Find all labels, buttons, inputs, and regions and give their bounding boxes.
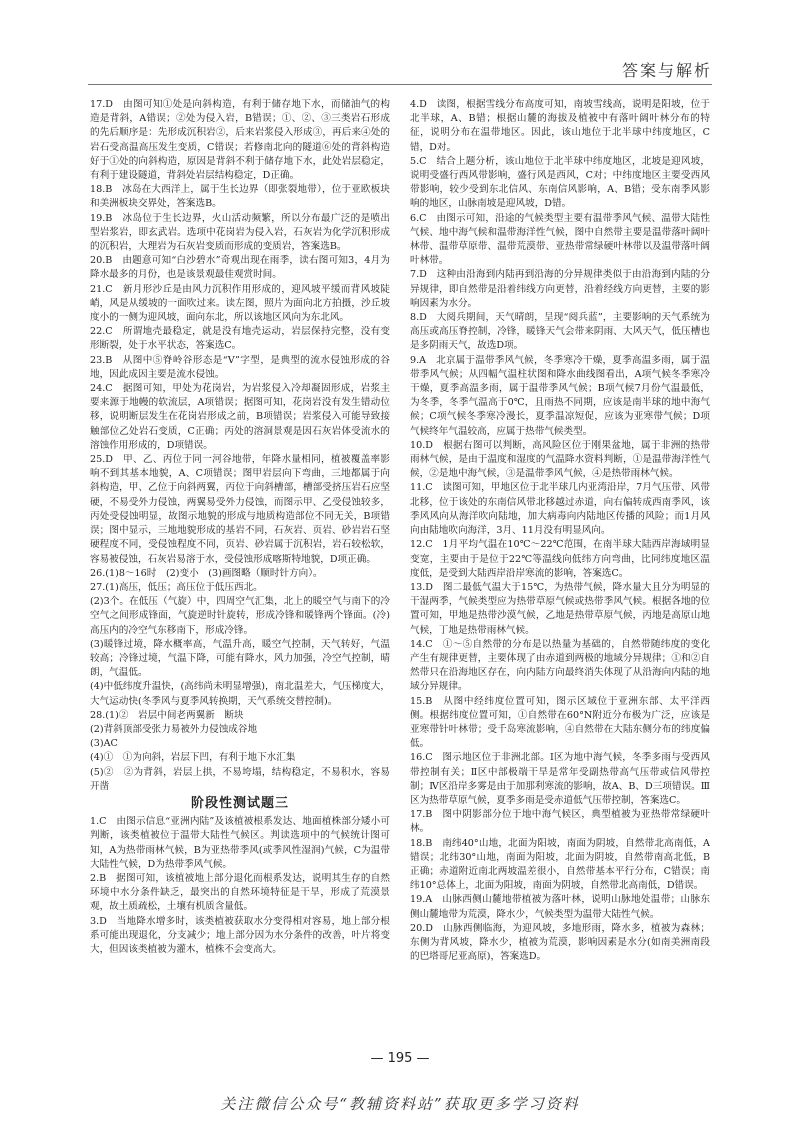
- header-divider: [88, 84, 712, 85]
- answer-item: 25.D 甲、乙、丙位于同一河谷地带，年降水量相同，植被覆盖率影响不到其基本地貌，A、C项错误；图甲岩层向下弯曲，三地都属于向斜构造，甲、乙位于向斜两翼，丙位于向斜槽部，槽部受挤压岩石应坚硬，不易受外力侵蚀，两翼易受外力侵蚀，而图示甲、乙受侵蚀较多，丙处受侵蚀明显，故图示地貌的形成与地质构造部位不同无关，B项错误；图中显示，三地地貌形成的基岩不同，石灰岩、页岩、砂岩岩石坚硬程度不同，受侵蚀程度不同，页岩、砂岩属于沉积岩，岩石较松软，容易被侵蚀，石灰岩易溶于水，受侵蚀形成喀斯特地貌，D项正确。: [90, 454, 390, 565]
- answer-item: 11.C 读图可知，甲地区位于北半球几内亚湾沿岸，7月气压带、风带北移，位于该处的东南信风带北移越过赤道，向右偏转成西南季风，该季风风向从海洋吹向陆地，加大病毒向内陆地区传播的风险；而1月风向由陆地吹向海洋，3月、11月没有明显风向。: [410, 482, 710, 537]
- answer-item: 5.C 结合上题分析，该山地位于北半球中纬度地区，北坡是迎风坡，说明受盛行西风带影响，盛行风是西风，C对；中纬度地区主要受西风带影响，较少受到东北信风、东南信风影响，A、B错；受东南季风影响的地区，山脉南坡是迎风坡，D错。: [410, 155, 710, 210]
- answer-item: 2.B 据图可知，该植被地上部分退化而根系发达，说明其生存的自然环境中水分条件缺乏，最突出的自然环境特征是干旱，形成了荒漠景观，故土质疏松，土壤有机质含量低。: [90, 872, 390, 913]
- answer-item: 7.D 这种由沿海到内陆再到沿海的分异规律类似于由沿海到内陆的分异规律，即自然带是沿着纬线方向更替，沿着经线方向更替，主要的影响因素为水分。: [410, 269, 710, 309]
- answer-item: 15.B 从图中经纬度位置可知，图示区域位于亚洲东部、太平洋西侧。根据纬度位置可知，①自然带在60°N附近分布极为广泛，应该是亚寒带针叶林带；受千岛寒流影响，④自然带在大陆东侧分布的纬度偏低。: [410, 695, 710, 750]
- answer-item: 21.C 新月形沙丘是由风力沉积作用形成的，迎风坡平缓而背风坡陡峭，风是从缓坡的一面吹过来。读左图，照片为面向北方拍摄，沙丘坡度小的一侧为迎风坡，面向东北，所以该地区风向为东北风。: [90, 283, 390, 324]
- answer-item: 23.B 从图中⑤脊岭谷形态是“V”字型，是典型的流水侵蚀形成的谷地，因此成因主要是流水侵蚀。: [90, 354, 390, 380]
- answer-item: 1.C 由图示信息“亚洲内陆”及该植被根系发达、地面植株部分矮小可判断，该类植被位于温带大陆性气候区。判读选项中的气候统计图可知，A为热带雨林气候，B为亚热带季风(或季风性湿润)气候，C为温带大陆性气候，D为热带季风气候。: [90, 816, 390, 870]
- answer-item: 24.C 据图可知，甲处为花岗岩，为岩浆侵入冷却凝固形成，岩浆主要来源于地幔的软流层，A项错误；据图可知，花岗岩没有发生错动位移，说明断层发生在花岗岩形成之前，B项错误；岩浆侵入可能导致接触部位乙处岩石变质，C正确；丙处的溶洞景观是因石灰岩体受流水的溶蚀作用形成的，D项错误。: [90, 383, 390, 451]
- page-header: [0, 0, 800, 92]
- right-column: [410, 98, 710, 964]
- answer-item: 16.C 图示地区位于非洲北部。Ⅰ区为地中海气候，冬季多雨与受西风带控制有关；Ⅱ区中部极端干旱是常年受副热带高气压带或信风带控制；Ⅳ区沿岸多雾是由于加那利寒流的影响，故A、B、D三项错误。Ⅲ区为热带草原气候，夏季多雨是受赤道低气压带控制，答案选C。: [410, 752, 710, 806]
- answer-item: 4.D 读图，根据雪线分布高度可知，南坡雪线高，说明是阳坡，位于北半球，A、B错；根据山麓的海拔及植被中有落叶阔叶林分布的特征，说明分布在温带地区。因此，该山地位于北半球中纬度地区，C错，D对。: [410, 99, 710, 153]
- answer-item: 26.(1)8～16时 (2)变小 (3)画图略（顺时针方向）。: [90, 567, 323, 579]
- footer-promo-text: 关注微信公众号“教辅资料站”获取更多学习资料: [220, 1095, 580, 1113]
- left-column: [90, 98, 390, 957]
- answer-item: (2)背斜顶部受张力易被外力侵蚀成谷地: [90, 723, 258, 735]
- answer-item: 27.(1)高压，低压；高压位于低压西北。: [90, 581, 263, 593]
- answer-item: 18.B 冰岛在大西洋上，属于生长边界（即张裂地带），位于亚欧板块和美洲板块交界处，答案选B。: [90, 184, 390, 210]
- answer-item: 6.C 由图示可知，沿途的气候类型主要有温带季风气候、温带大陆性气候、地中海气候和温带海洋性气候，图中自然带主要是温带落叶阔叶林带、温带草原带、温带荒漠带、亚热带常绿硬叶林带以及温带落叶阔叶林带。: [410, 212, 710, 267]
- answer-item: (3)暖锋过境，降水概率高，气温升高，暖空气控制，天气转好，气温较高；冷锋过境，气温下降，可能有降水，风力加强，冷空气控制，晴朗，气温低。: [90, 638, 390, 679]
- answer-item: 18.B 南纬40°山地，北面为阳坡，南面为阴坡，自然带北高南低，A错误；北纬30°山地，南面为阳坡，北面为阴坡，自然带南高北低，B正确；赤道附近南北两坡温差很小，自然带基本平行分布，C错误；南纬10°总体上，北面为阳坡，南面为阴坡，自然带北高南低，D错误。: [410, 837, 710, 892]
- header-title: 答案与解析: [621, 61, 712, 80]
- answer-item: 22.C 所谓地壳最稳定，就是没有地壳运动，岩层保持完整，没有变形断裂，处于水平状态，答案选C。: [90, 326, 390, 352]
- answer-item: 20.B 由题意可知“白沙碧水”奇观出现在雨季，读右图可知3，4月为降水最多的月份，也是该景观最佳观赏时间。: [90, 255, 390, 281]
- answer-item: (4)① ①为向斜，岩层下凹，有利于地下水汇集: [90, 752, 296, 764]
- answer-item: (4)中低纬度升温快，(高纬尚未明显增强)，南北温差大，气压梯度大，大气运动快(冬季风与夏季风转换期，天气系统交替控制)。: [90, 681, 390, 707]
- answer-item: 19.A 山脉西侧山麓地带植被为落叶林，说明山脉地处温带；山脉东侧山麓地带为荒漠，降水少，气候类型为温带大陆性气候。: [410, 894, 710, 920]
- answer-item: 20.D 山脉西侧临海，为迎风坡，多地形雨，降水多，植被为森林；东侧为背风坡，降水少，植被为荒漠，影响因素是水分(如南美洲南段的巴塔哥尼亚高原)，答案选D。: [410, 922, 710, 963]
- section-title: 阶段性测试题三: [190, 795, 289, 811]
- page-number: — 195 —: [370, 1051, 430, 1066]
- answer-item: 9.A 北京属于温带季风气候，冬季寒冷干燥，夏季高温多雨，属于温带季风气候；从四幅气温柱状图和降水曲线图看出，A项气候冬季寒冷干燥，夏季高温多雨，属于温带季风气候；B项气候7月份气温最低，为冬季，冬季气温高于0℃，且雨热不同期，应该是南半球的地中海气候；C项气候冬季寒冷漫长，夏季温凉短促，应该为亚寒带气候；D项气候终年气温较高，应属于热带气候类型。: [410, 354, 710, 437]
- answer-item: 12.C 1月平均气温在10℃～22℃范围，在南半球大陆西岸海域明显变宽，主要由于是位于22℃等温线向低纬方向弯曲，比同纬度地区温度低，是受到大陆西岸沿岸寒流的影响，答案选C。: [410, 539, 710, 579]
- answer-item: 13.D 图二最低气温大于15℃，为热带气候，降水量大且分为明显的干湿两季，气候类型应为热带草原气候或热带季风气候。根据各地的位置可知，甲地是热带沙漠气候，乙地是热带草原气候，丙地是高原山地气候，丁地是热带雨林气候。: [410, 581, 710, 636]
- answer-item: 17.D 由图可知①处是向斜构造，有利于储存地下水，而储油气的构造是背斜，A错误；②处为侵入岩，B错误；①、②、③三类岩石形成的先后顺序是：先形成沉积岩②，后来岩浆侵入形成③，再后来④处的岩石受高温高压发生变质，C错误；若修南北向的隧道⑥处的背斜构造好于①处的向斜构造，原因是背斜不利于储存地下水，此处岩层稳定，有利于建设隧道，背斜处岩层结构稳定，D正确。: [90, 99, 390, 182]
- answer-item: (5)② ②为背斜，岩层上拱，不易垮塌，结构稳定，不易积水，容易开凿: [90, 766, 390, 792]
- answer-item: (3)AC: [90, 738, 118, 750]
- answer-item: (2)3个。在低压（气旋）中，四周空气汇集，北上的暖空气与南下的冷空气之间形成锋面，气旋逆时针旋转，形成冷锋和暖锋两个锋面。(冷)高压内的冷空气东移南下，形成冷锋。: [90, 596, 390, 636]
- answer-item: 17.B 图中阴影部分位于地中海气候区，典型植被为亚热带常绿硬叶林。: [410, 809, 710, 835]
- answer-item: 3.D 当地降水增多时，该类植被获取水分变得相对容易，地上部分根系可能出现退化，分支减少；地上部分因为水分条件的改善，叶片将变大，但因该类植被为灌木，植株不会变高大。: [90, 915, 390, 955]
- answer-item: 19.B 冰岛位于生长边界，火山活动频繁，所以分布最广泛的是喷出型岩浆岩，即玄武岩。选项中花岗岩为侵入岩，石灰岩为化学沉积形成的沉积岩，大理岩为石灰岩变质而形成的变质岩，答案选B。: [90, 212, 390, 253]
- answer-item: 10.D 根据右图可以判断，高风险区位于刚果盆地，属于非洲的热带雨林气候，是由于温度和湿度的气温降水资料判断，①是温带海洋性气候，②是地中海气候，③是温带季风气候，④是热带雨林气候。: [410, 439, 710, 480]
- answer-item: 8.D 大阅兵期间，天气晴朗，呈现“阅兵蓝”，主要影响的天气系统为高压或高压脊控制，冷锋，暖锋天气会带来阴雨、大风天气，低压槽也是多阴雨天气，故选D项。: [410, 312, 710, 352]
- answer-item: 14.C ①～⑤自然带的分布是以热量为基础的，自然带随纬度的变化产生有规律更替，主要体现了由赤道到两极的地域分异规律；①和②自然带只在沿海地区存在，向内陆方向最终消失体现了从沿海向内陆的地域分异规律。: [410, 638, 710, 693]
- answer-item: 28.(1)② 岩层中间老两翼新 断块: [90, 709, 244, 721]
